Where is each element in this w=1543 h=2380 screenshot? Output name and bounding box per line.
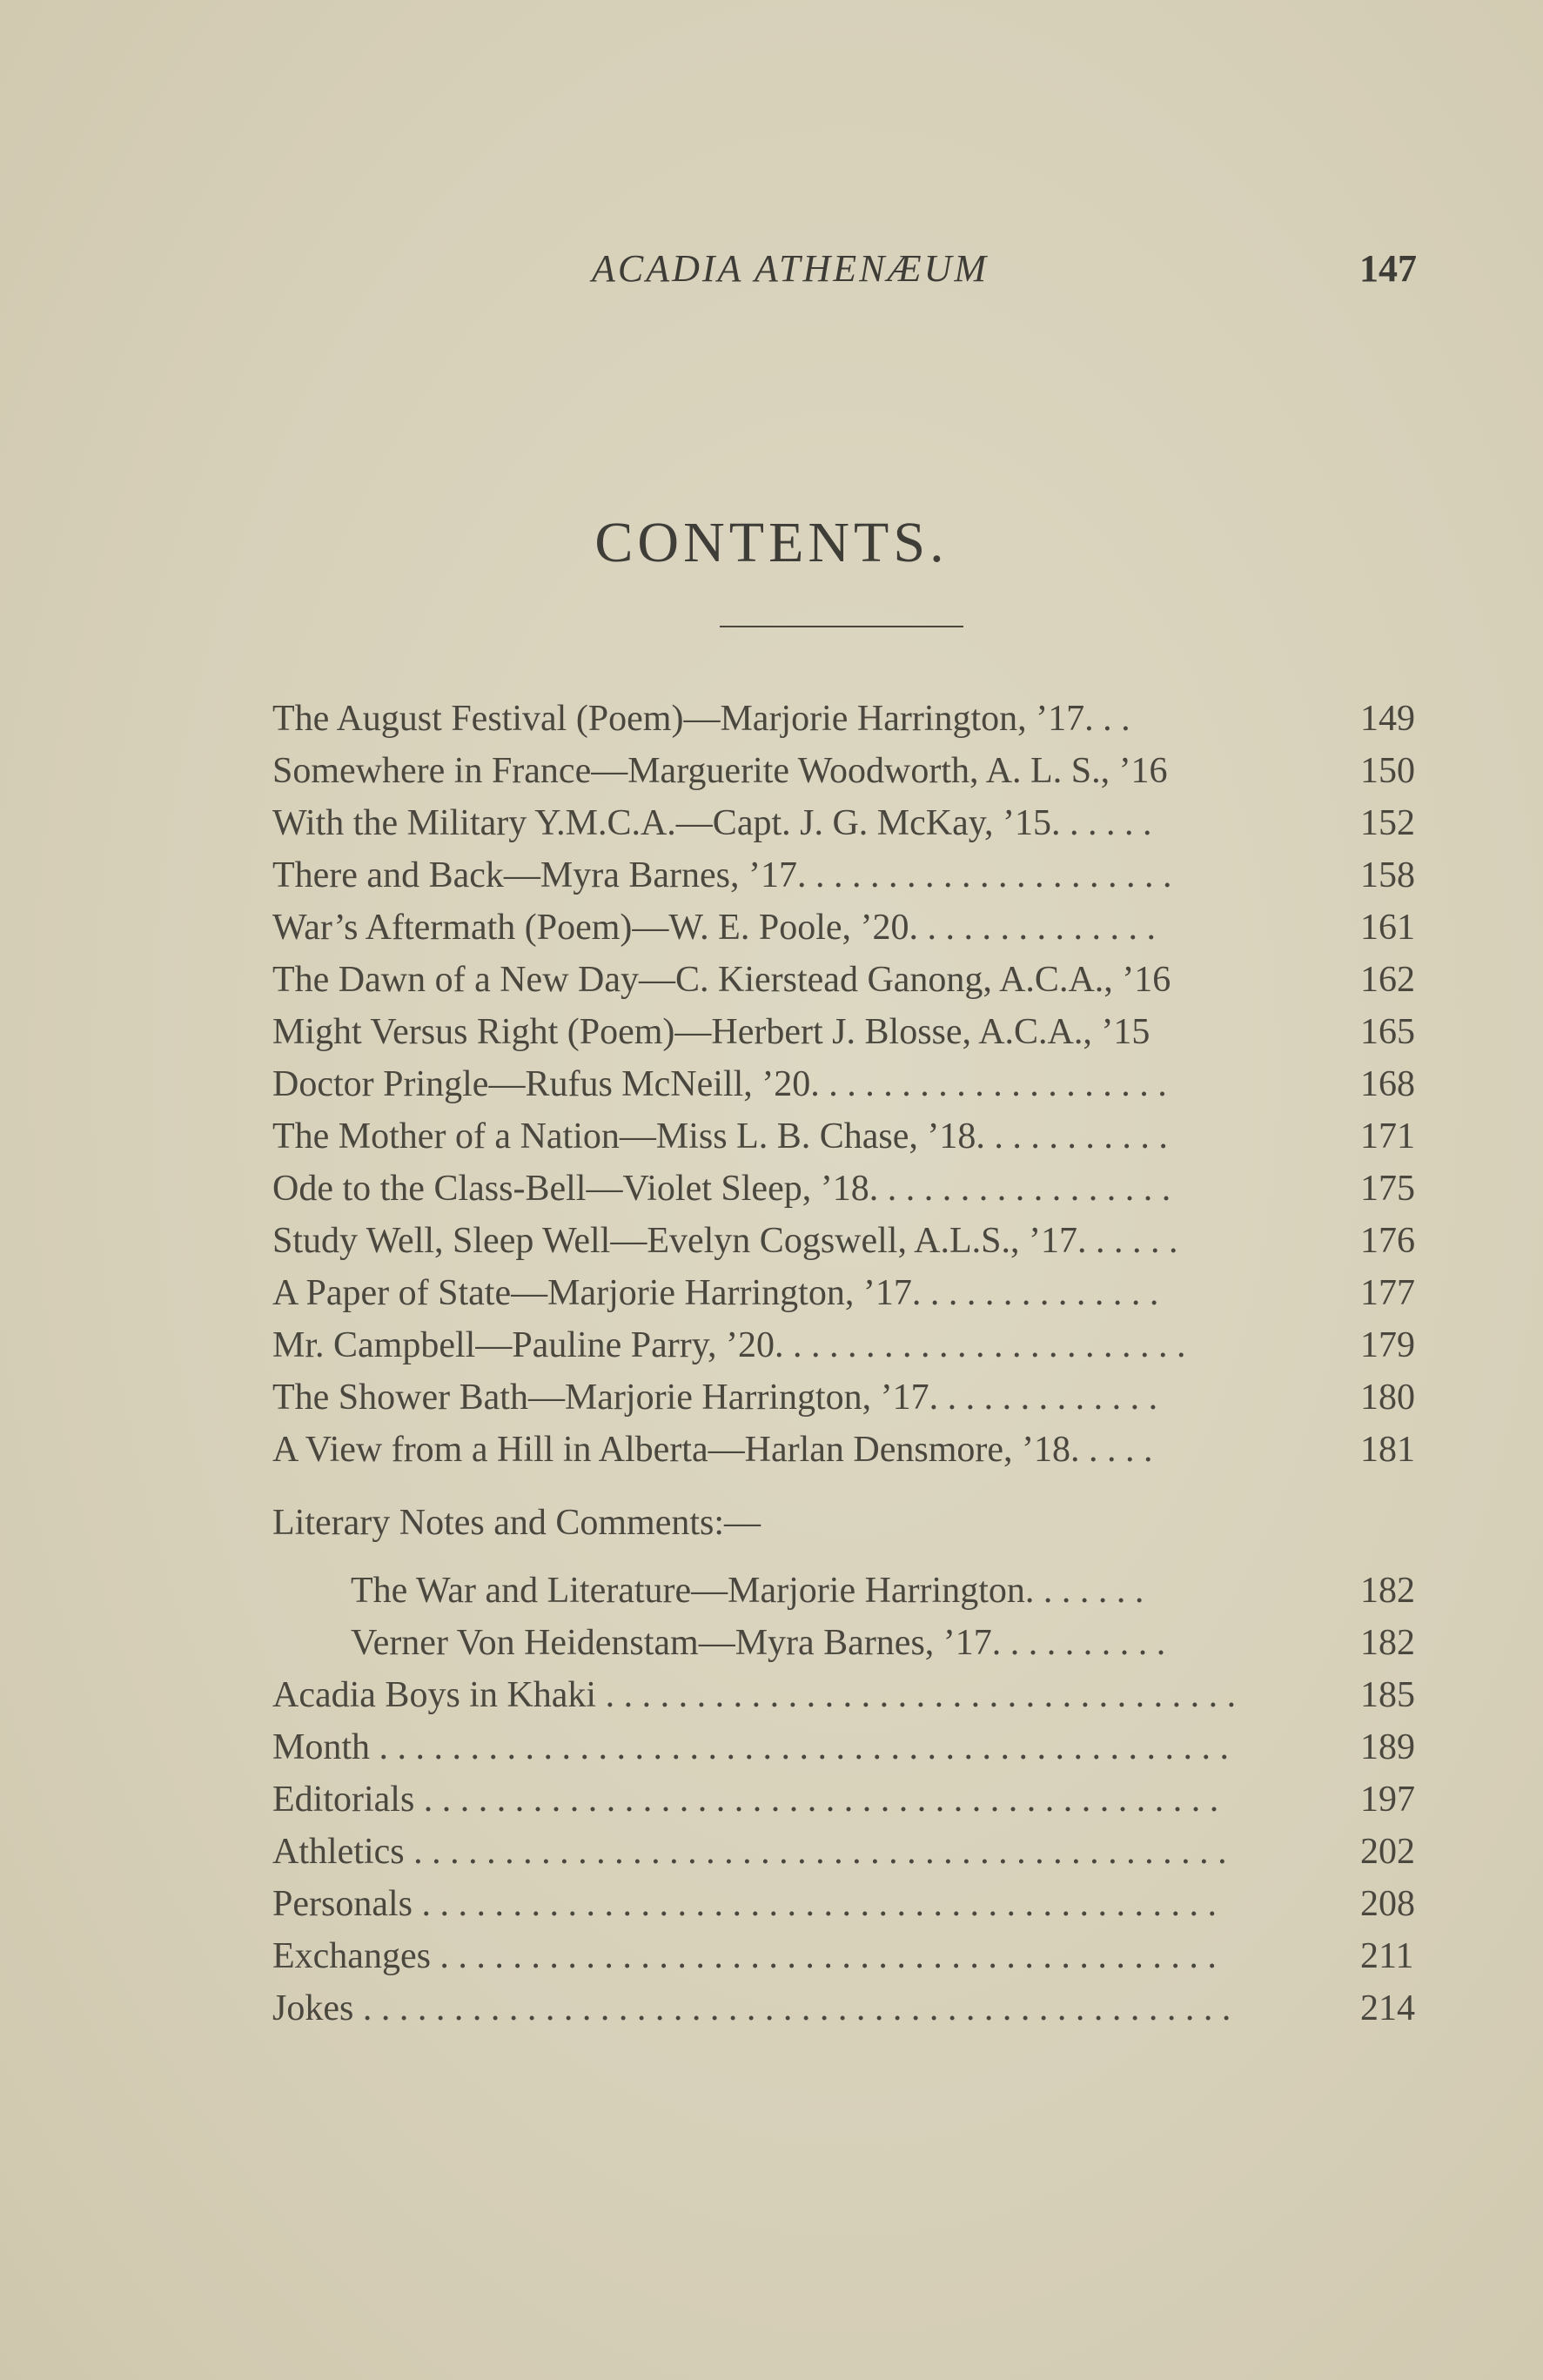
toc-department-entry — [272, 1982, 1421, 2035]
toc-department-entry — [272, 1826, 1421, 1878]
toc-entry — [272, 1319, 1421, 1371]
toc-entry-page: 202 — [1360, 1832, 1415, 1872]
toc-entry-title: The Shower Bath—Marjorie Harrington, ’17. . . . . . . . . . . . . — [272, 1378, 1158, 1418]
toc-entry-title: With the Military Y.M.C.A.—Capt. J. G. McKay, ’15. . . . . . — [272, 803, 1152, 843]
toc-entry-title: The August Festival (Poem)—Marjorie Harrington, ’17. . . — [272, 699, 1130, 739]
toc-entry — [272, 1006, 1421, 1058]
toc-department-entry — [272, 1930, 1421, 1982]
toc-entry — [272, 849, 1421, 902]
toc-entry-page: 158 — [1360, 855, 1415, 895]
toc-entry-page: 161 — [1360, 908, 1415, 948]
toc-entry-title: Study Well, Sleep Well—Evelyn Cogswell, A.L.S., ’17. . . . . . — [272, 1221, 1178, 1261]
toc-entry-page: 152 — [1360, 803, 1415, 843]
toc-entry-page: 162 — [1360, 960, 1415, 1000]
toc-entry — [272, 1163, 1421, 1215]
toc-entry-title: Might Versus Right (Poem)—Herbert J. Blosse, A.C.A., ’15 — [272, 1012, 1151, 1052]
toc-sub-entry — [272, 1565, 1421, 1617]
toc-entry-title: Athletics . . . . . . . . . . . . . . . . . . . . . . . . . . . . . . . . . . . . . . . . . . . . . — [272, 1832, 1227, 1872]
toc-entry-title: Mr. Campbell—Pauline Parry, ’20. . . . . . . . . . . . . . . . . . . . . . . — [272, 1325, 1186, 1365]
toc-entry-title: The Dawn of a New Day—C. Kierstead Ganong, A.C.A., ’16 — [272, 960, 1171, 1000]
toc-entry-title: Verner Von Heidenstam—Myra Barnes, ’17. . . . . . . . . . — [351, 1623, 1166, 1663]
toc-entry-page: 189 — [1360, 1727, 1415, 1767]
toc-entry — [272, 1215, 1421, 1267]
toc-entry-page: 211 — [1360, 1936, 1414, 1976]
toc-entry-page: 177 — [1360, 1273, 1415, 1313]
toc-entry-title: Ode to the Class-Bell—Violet Sleep, ’18. . . . . . . . . . . . . . . . . — [272, 1169, 1171, 1209]
toc-entry-title: Acadia Boys in Khaki . . . . . . . . . . . . . . . . . . . . . . . . . . . . . . . . . . . — [272, 1675, 1237, 1715]
heading-rule — [720, 626, 963, 627]
toc-entry-title: The War and Literature—Marjorie Harrington. . . . . . . — [351, 1571, 1144, 1611]
toc-department-entry — [272, 1669, 1421, 1721]
contents-heading: CONTENTS. — [594, 511, 949, 574]
journal-title: ACADIA ATHENÆUM — [592, 247, 990, 290]
toc-entry — [272, 745, 1421, 797]
toc-entry-page: 175 — [1360, 1169, 1415, 1209]
toc-entry-page: 214 — [1360, 1988, 1415, 2028]
toc-entry-page: 208 — [1360, 1884, 1415, 1924]
toc-entry-page: 179 — [1360, 1325, 1415, 1365]
toc-entry-title: A View from a Hill in Alberta—Harlan Densmore, ’18. . . . . — [272, 1430, 1153, 1470]
toc-entry-page: 176 — [1360, 1221, 1415, 1261]
toc-entry-page: 165 — [1360, 1012, 1415, 1052]
toc-entry-title: There and Back—Myra Barnes, ’17. . . . . . . . . . . . . . . . . . . . . — [272, 855, 1172, 895]
toc-entry-title: Month . . . . . . . . . . . . . . . . . . . . . . . . . . . . . . . . . . . . . . . . . . . . . . . — [272, 1727, 1230, 1767]
toc-entry-title: Personals . . . . . . . . . . . . . . . . . . . . . . . . . . . . . . . . . . . . . . . . . . . . — [272, 1884, 1217, 1924]
toc-entry-title: Doctor Pringle—Rufus McNeill, ’20. . . . . . . . . . . . . . . . . . . . — [272, 1064, 1167, 1104]
toc-entry-page: 180 — [1360, 1378, 1415, 1418]
toc-entry-page: 185 — [1360, 1675, 1415, 1715]
toc-entry — [272, 902, 1421, 954]
toc-entry — [272, 954, 1421, 1006]
toc-entry — [272, 693, 1421, 745]
section-heading-literary-notes: Literary Notes and Comments:— — [272, 1503, 761, 1543]
table-of-contents — [272, 693, 1421, 2035]
toc-entry-page: 168 — [1360, 1064, 1415, 1104]
toc-entry-page: 197 — [1360, 1780, 1415, 1820]
toc-sub-entry — [272, 1617, 1421, 1669]
toc-entry — [272, 1110, 1421, 1163]
toc-entry-title: War’s Aftermath (Poem)—W. E. Poole, ’20. . . . . . . . . . . . . . — [272, 908, 1156, 948]
toc-entry-page: 171 — [1360, 1116, 1415, 1156]
toc-entry — [272, 1267, 1421, 1319]
toc-entry — [272, 1058, 1421, 1110]
toc-entry-page: 150 — [1360, 751, 1415, 791]
toc-entry-page: 181 — [1360, 1430, 1415, 1470]
running-head — [0, 246, 1543, 298]
page-number: 147 — [1359, 247, 1417, 290]
toc-entry — [272, 797, 1421, 849]
toc-department-entry — [272, 1721, 1421, 1773]
toc-entry-title: Exchanges . . . . . . . . . . . . . . . . . . . . . . . . . . . . . . . . . . . . . . . . . . . — [272, 1936, 1217, 1976]
toc-entry-title: A Paper of State—Marjorie Harrington, ’17. . . . . . . . . . . . . . — [272, 1273, 1159, 1313]
toc-entry-page: 182 — [1360, 1571, 1415, 1611]
toc-entry-title: Somewhere in France—Marguerite Woodworth, A. L. S., ’16 — [272, 751, 1168, 791]
toc-entry — [272, 1424, 1421, 1476]
toc-entry-title: Jokes . . . . . . . . . . . . . . . . . . . . . . . . . . . . . . . . . . . . . . . . . . . . . . . . — [272, 1988, 1231, 2028]
toc-department-entry — [272, 1773, 1421, 1826]
toc-entry-page: 149 — [1360, 699, 1415, 739]
toc-entry-title: The Mother of a Nation—Miss L. B. Chase, ’18. . . . . . . . . . . — [272, 1116, 1168, 1156]
toc-entry-page: 182 — [1360, 1623, 1415, 1663]
toc-entry — [272, 1371, 1421, 1424]
toc-department-entry — [272, 1878, 1421, 1930]
toc-entry-title: Editorials . . . . . . . . . . . . . . . . . . . . . . . . . . . . . . . . . . . . . . . . . . . . — [272, 1780, 1219, 1820]
